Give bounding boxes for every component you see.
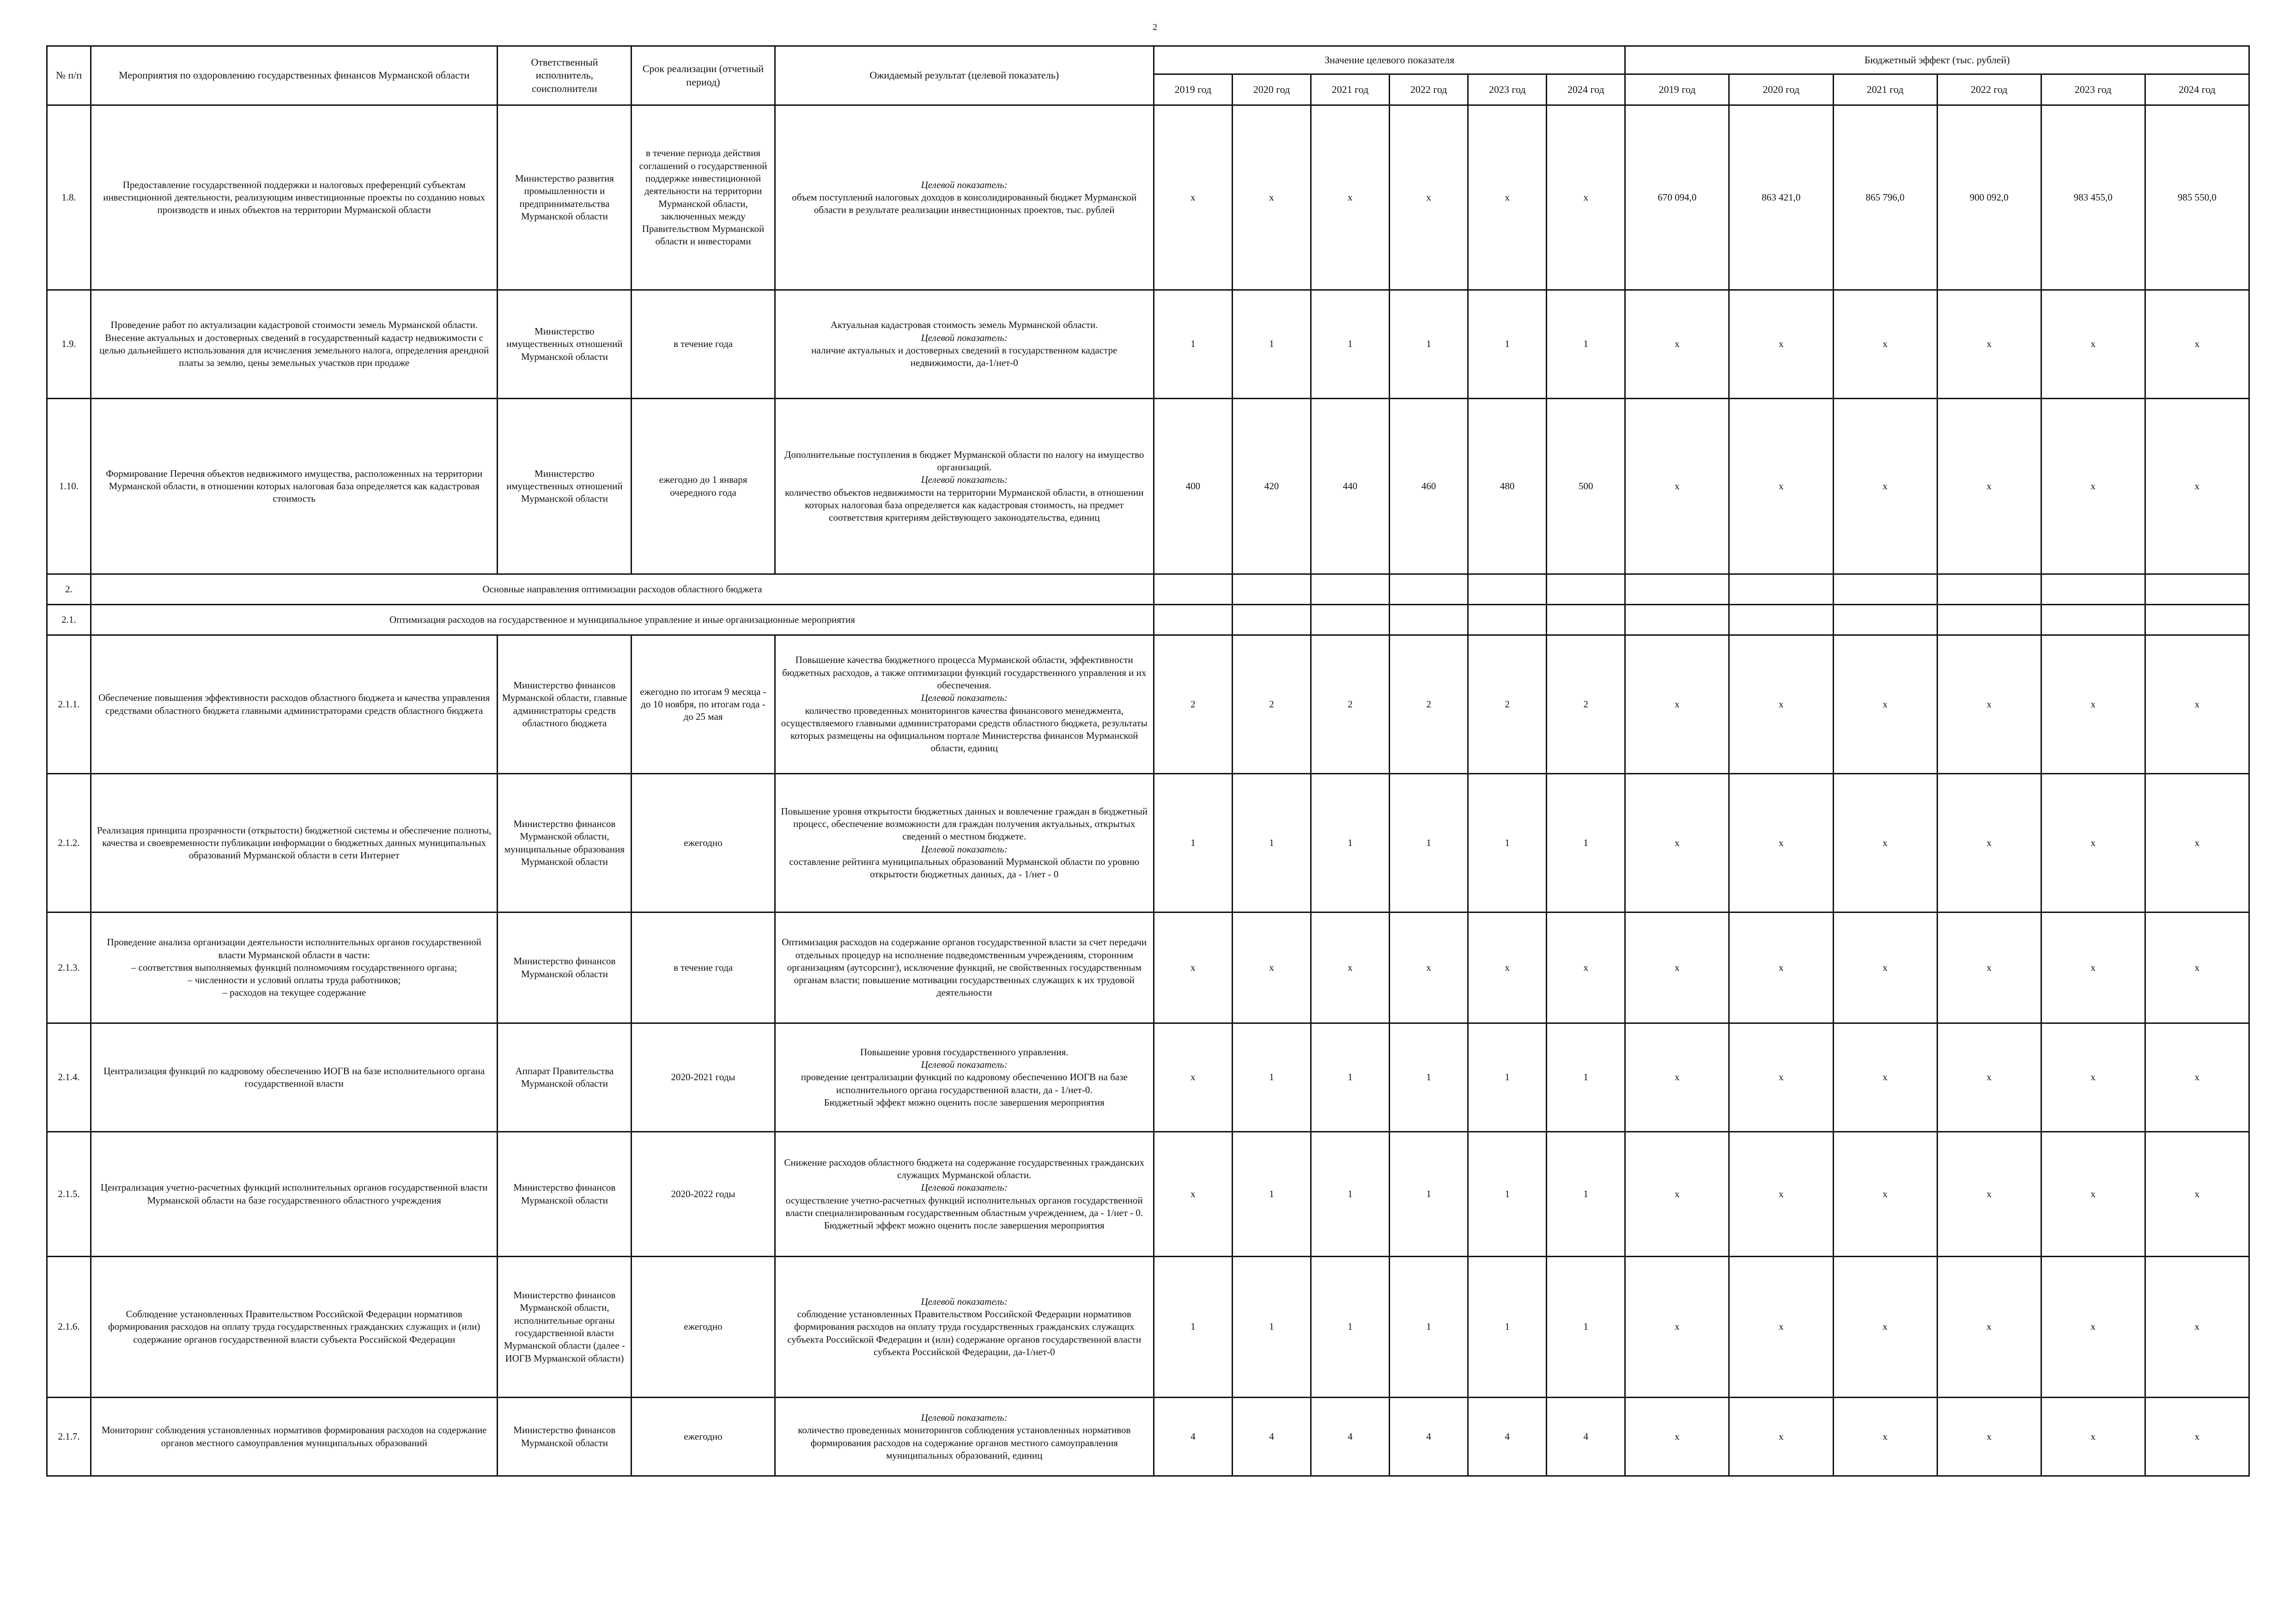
table-row (47, 912, 2249, 1023)
row-responsible: Министерство имущественных отношений Мурманской области (498, 399, 632, 574)
target-value: 4 (1468, 1398, 1547, 1476)
result-text: объем поступлений налоговых доходов в консолидированный бюджет Мурманской области в результате реализации инвестиционных проектов, тыс. рублей (792, 191, 1137, 216)
row-number: 1.8. (47, 105, 91, 290)
budget-value: x (1833, 635, 1937, 774)
header-budget-year: 2024 год (2145, 74, 2249, 105)
budget-value: x (2145, 1132, 2249, 1257)
budget-value: x (2145, 290, 2249, 399)
header-activity: Мероприятия по оздоровлению государственных финансов Мурманской области (91, 46, 498, 105)
result-intro: Актуальная кадастровая стоимость земель Мурманской области. (830, 319, 1098, 331)
result-intro: Дополнительные поступления в бюджет Мурманской области по налогу на имущество организаций. (784, 449, 1144, 473)
budget-value: 900 092,0 (1937, 105, 2041, 290)
budget-value: x (1937, 635, 2041, 774)
target-value: x (1154, 912, 1232, 1023)
target-value: 2 (1468, 635, 1547, 774)
budget-value: x (1729, 912, 1833, 1023)
target-value: 1 (1468, 1132, 1547, 1257)
target-value: x (1154, 1023, 1232, 1132)
header-budget-year: 2020 год (1729, 74, 1833, 105)
row-number: 2.1.2. (47, 774, 91, 912)
budget-value: x (1729, 1398, 1833, 1476)
budget-value: x (1833, 1257, 1937, 1398)
target-value: 1 (1232, 1023, 1311, 1132)
budget-value: x (1833, 399, 1937, 574)
table-row (47, 1023, 2249, 1132)
budget-value: x (2041, 1257, 2145, 1398)
target-value: x (1468, 105, 1547, 290)
budget-value: x (1625, 1132, 1729, 1257)
target-value: 1 (1547, 290, 1625, 399)
budget-value: 670 094,0 (1625, 105, 1729, 290)
result-intro: Повышение уровня открытости бюджетных данных и вовлечение граждан в бюджетный процесс, обеспечение возможности для граждан получения актуальных, открытых сведений о местном бюджете. (781, 805, 1148, 842)
row-responsible: Министерство финансов Мурманской области, исполнительные органы государственной власти Мурманской области (далее - ИОГВ Мурманской области) (498, 1257, 632, 1398)
target-value: 420 (1232, 399, 1311, 574)
target-value: 1 (1390, 1257, 1468, 1398)
row-period: ежегодно (632, 1257, 775, 1398)
result-text: составление рейтинга муниципальных образований Мурманской области по уровню открытости бюджетных данных, да - 1/нет - 0 (789, 856, 1140, 880)
target-value: 1 (1154, 774, 1232, 912)
result-label: Целевой показатель: (921, 843, 1008, 855)
target-value: 1 (1232, 1257, 1311, 1398)
target-value: 500 (1547, 399, 1625, 574)
budget-value: x (1937, 912, 2041, 1023)
row-result (775, 635, 1154, 774)
target-value: 4 (1390, 1398, 1468, 1476)
budget-value: x (1625, 1023, 1729, 1132)
header-target-group: Значение целевого показателя (1154, 46, 1625, 74)
target-value: 1 (1154, 290, 1232, 399)
budget-value: x (1729, 774, 1833, 912)
row-result (775, 290, 1154, 399)
table-row (47, 1132, 2249, 1257)
table-row (47, 399, 2249, 574)
budget-value: x (1625, 635, 1729, 774)
target-value: 1 (1311, 1257, 1390, 1398)
target-value: x (1311, 105, 1390, 290)
table-row (47, 1398, 2249, 1476)
budget-value: x (2041, 774, 2145, 912)
result-text: количество проведенных мониторингов соблюдения установленных нормативов формирования расходов на содержание органов местного самоуправления муниципальных образований, единиц (798, 1424, 1131, 1461)
row-responsible: Министерство финансов Мурманской области, главные администраторы средств областного бюджета (498, 635, 632, 774)
row-responsible: Министерство финансов Мурманской области (498, 1398, 632, 1476)
target-value: 1 (1232, 290, 1311, 399)
row-responsible: Министерство финансов Мурманской области (498, 912, 632, 1023)
row-responsible: Министерство развития промышленности и предпринимательства Мурманской области (498, 105, 632, 290)
result-text: наличие актуальных и достоверных сведений в государственном кадастре недвижимости, да-1/нет-0 (811, 345, 1118, 369)
budget-value: x (2145, 1398, 2249, 1476)
header-num: № п/п (47, 46, 91, 105)
target-value: 2 (1311, 635, 1390, 774)
header-target-year: 2022 год (1390, 74, 1468, 105)
budget-value: x (1625, 1257, 1729, 1398)
row-period: в течение года (632, 912, 775, 1023)
target-value: 1 (1468, 290, 1547, 399)
budget-value: x (1937, 399, 2041, 574)
budget-value: x (1833, 1398, 1937, 1476)
target-value: x (1232, 912, 1311, 1023)
result-intro: Повышение уровня государственного управления. (860, 1046, 1069, 1058)
target-value: 480 (1468, 399, 1547, 574)
result-label: Целевой показатель: (921, 1296, 1008, 1307)
target-value: 460 (1390, 399, 1468, 574)
header-budget-year: 2023 год (2041, 74, 2145, 105)
row-activity: Предоставление государственной поддержки и налоговых преференций субъектам инвестиционной деятельности, реализующим инвестиционные проекты по созданию новых производств и иных объектов на территории Мурманской области (91, 105, 498, 290)
target-value: 1 (1311, 774, 1390, 912)
row-result (775, 399, 1154, 574)
row-result (775, 1132, 1154, 1257)
header-target-year: 2019 год (1154, 74, 1232, 105)
target-value: 400 (1154, 399, 1232, 574)
target-value: x (1468, 912, 1547, 1023)
result-label: Целевой показатель: (921, 1411, 1008, 1423)
result-note: Бюджетный эффект можно оценить после завершения мероприятия (824, 1096, 1105, 1108)
budget-value: x (1833, 774, 1937, 912)
header-target-year: 2024 год (1547, 74, 1625, 105)
budget-value: x (1833, 1023, 1937, 1132)
budget-value: x (2041, 399, 2145, 574)
budget-value: x (1937, 1257, 2041, 1398)
header-target-year: 2020 год (1232, 74, 1311, 105)
budget-value: x (2145, 399, 2249, 574)
target-value: 440 (1311, 399, 1390, 574)
target-value: 1 (1390, 1132, 1468, 1257)
target-value: 4 (1154, 1398, 1232, 1476)
activity-list (95, 961, 493, 999)
budget-value: x (1625, 1398, 1729, 1476)
row-period: 2020-2021 годы (632, 1023, 775, 1132)
row-activity: Централизация учетно-расчетных функций исполнительных органов государственной власти Мурманской области на базе государственного областного учреждения (91, 1132, 498, 1257)
result-intro: Повышение качества бюджетного процесса Мурманской области, эффективности бюджетных расходов, а также оптимизации функций государственного управления и их обеспечения. (782, 654, 1147, 691)
result-label: Целевой показатель: (921, 1059, 1008, 1071)
budget-value: x (2041, 1398, 2145, 1476)
target-value: 1 (1468, 774, 1547, 912)
result-label: Целевой показатель: (921, 692, 1008, 704)
result-label: Целевой показатель: (921, 332, 1008, 343)
header-period: Срок реализации (отчетный период) (632, 46, 775, 105)
target-value: x (1390, 105, 1468, 290)
header-responsible: Ответственный исполнитель, соисполнители (498, 46, 632, 105)
budget-value: x (2145, 1023, 2249, 1132)
budget-value: x (1625, 399, 1729, 574)
header-budget-year: 2019 год (1625, 74, 1729, 105)
budget-value: x (1937, 1398, 2041, 1476)
budget-value: x (1729, 1132, 1833, 1257)
budget-value: x (1937, 1023, 2041, 1132)
budget-value: x (2145, 1257, 2249, 1398)
row-activity: Реализация принципа прозрачности (открытости) бюджетной системы и обеспечение полноты, качества и своевременности публикации информации о бюджетных данных муниципальных образований Мурманской области в сети Интернет (91, 774, 498, 912)
target-value: 4 (1311, 1398, 1390, 1476)
budget-value: x (2145, 774, 2249, 912)
section-number: 2.1. (47, 605, 91, 635)
row-activity: Проведение работ по актуализации кадастровой стоимости земель Мурманской области. Внесение актуальных и достоверных сведений в государственный кадастр недвижимости с целью дальнейшего использования для исчисления земельного налога, определения арендной платы за землю, цены земельных участков при продаже (91, 290, 498, 399)
row-result (775, 1023, 1154, 1132)
budget-value: x (1729, 1257, 1833, 1398)
target-value: x (1154, 1132, 1232, 1257)
target-value: 1 (1390, 774, 1468, 912)
row-activity: Мониторинг соблюдения установленных нормативов формирования расходов на содержание органов местного самоуправления муниципальных образований (91, 1398, 498, 1476)
row-number: 2.1.7. (47, 1398, 91, 1476)
result-text: проведение централизации функций по кадровому обеспечению ИОГВ на базе исполнительного органа государственной власти, да - 1/нет-0. (801, 1071, 1128, 1095)
result-text: соблюдение установленных Правительством Российской Федерации нормативов формирования расходов на оплату труда государственных гражданских служащих субъекта Российской Федерации и (или) содержание органов государственной власти субъекта Российской Федерации, да-1/нет-0 (787, 1308, 1142, 1357)
target-value: x (1547, 912, 1625, 1023)
target-value: 4 (1547, 1398, 1625, 1476)
target-value: 1 (1468, 1023, 1547, 1132)
row-activity (91, 912, 498, 1023)
row-activity: Обеспечение повышения эффективности расходов областного бюджета и качества управления средствами областного бюджета главными администраторами средств областного бюджета (91, 635, 498, 774)
result-label: Целевой показатель: (921, 179, 1008, 190)
result-text: осуществление учетно-расчетных функций исполнительных органов государственной власти специализированным государственным областным учреждением, да - 1/нет - 0. (785, 1194, 1143, 1218)
target-value: 1 (1232, 1132, 1311, 1257)
budget-value: x (2145, 635, 2249, 774)
budget-value: x (1833, 290, 1937, 399)
row-result (775, 1257, 1154, 1398)
target-value: 1 (1311, 1023, 1390, 1132)
target-value: x (1547, 105, 1625, 290)
budget-value: 983 455,0 (2041, 105, 2145, 290)
row-responsible: Аппарат Правительства Мурманской области (498, 1023, 632, 1132)
target-value: 1 (1154, 1257, 1232, 1398)
row-result (775, 774, 1154, 912)
budget-value: x (2041, 1132, 2145, 1257)
row-activity: Централизация функций по кадровому обеспечению ИОГВ на базе исполнительного органа государственной власти (91, 1023, 498, 1132)
target-value: x (1232, 105, 1311, 290)
budget-value: x (1833, 1132, 1937, 1257)
activity-list-item: – расходов на текущее содержание (222, 987, 366, 998)
target-value: 2 (1232, 635, 1311, 774)
budget-value: x (1937, 1132, 2041, 1257)
row-result (775, 105, 1154, 290)
budget-value: 865 796,0 (1833, 105, 1937, 290)
header-target-year: 2021 год (1311, 74, 1390, 105)
header-result: Ожидаемый результат (целевой показатель) (775, 46, 1154, 105)
target-value: 1 (1311, 1132, 1390, 1257)
row-responsible: Министерство финансов Мурманской области, муниципальные образования Мурманской области (498, 774, 632, 912)
target-value: 2 (1547, 635, 1625, 774)
row-result (775, 912, 1154, 1023)
target-value: 1 (1390, 290, 1468, 399)
target-value: 4 (1232, 1398, 1311, 1476)
budget-value: 863 421,0 (1729, 105, 1833, 290)
budget-value: x (2041, 1023, 2145, 1132)
row-number: 2.1.3. (47, 912, 91, 1023)
page-number: 2 (1153, 22, 1157, 32)
section-number: 2. (47, 574, 91, 605)
target-value: 2 (1390, 635, 1468, 774)
row-number: 1.9. (47, 290, 91, 399)
row-period: ежегодно (632, 774, 775, 912)
row-activity: Соблюдение установленных Правительством Российской Федерации нормативов формирования расходов на оплату труда государственных гражданских служащих и (или) содержание органов государственной власти субъекта Российской Федерации (91, 1257, 498, 1398)
row-result (775, 1398, 1154, 1476)
budget-value: x (1937, 290, 2041, 399)
row-activity: Формирование Перечня объектов недвижимого имущества, расположенных на территории Мурманской области, в отношении которых налоговая база определяется как кадастровая стоимость (91, 399, 498, 574)
table-row (47, 105, 2249, 290)
budget-value: x (1729, 1023, 1833, 1132)
table-row (47, 1257, 2249, 1398)
result-text: количество объектов недвижимости на территории Мурманской области, в отношении которых налоговая база определяется как кадастровая стоимость, на предмет соответствия критериям действующего законодательства, единиц (785, 487, 1144, 523)
target-value: 1 (1547, 1023, 1625, 1132)
row-number: 2.1.1. (47, 635, 91, 774)
budget-value: x (1729, 635, 1833, 774)
section-row (47, 574, 2249, 605)
target-value: 2 (1154, 635, 1232, 774)
section-title: Оптимизация расходов на государственное и муниципальное управление и иные организационные мероприятия (91, 605, 1154, 635)
result-label: Целевой показатель: (921, 474, 1008, 486)
target-value: x (1390, 912, 1468, 1023)
row-period: ежегодно по итогам 9 месяца - до 10 ноября, по итогам года - до 25 мая (632, 635, 775, 774)
header-budget-group: Бюджетный эффект (тыс. рублей) (1625, 46, 2249, 74)
target-value: 1 (1232, 774, 1311, 912)
row-period: в течение периода действия соглашений о государственной поддержке инвестиционной деятельности на территории Мурманской области, заключенных между Правительством Мурманской области и инвесторами (632, 105, 775, 290)
budget-value: x (1729, 290, 1833, 399)
header-budget-year: 2021 год (1833, 74, 1937, 105)
row-number: 2.1.5. (47, 1132, 91, 1257)
budget-value: 985 550,0 (2145, 105, 2249, 290)
header-row (47, 46, 2249, 74)
section-title: Основные направления оптимизации расходов областного бюджета (91, 574, 1154, 605)
target-value: 1 (1547, 1132, 1625, 1257)
budget-value: x (1937, 774, 2041, 912)
budget-value: x (2145, 912, 2249, 1023)
row-period: в течение года (632, 290, 775, 399)
section-row (47, 605, 2249, 635)
row-number: 1.10. (47, 399, 91, 574)
target-value: 1 (1468, 1257, 1547, 1398)
budget-value: x (2041, 912, 2145, 1023)
activity-list-item: – численности и условий оплаты труда работников; (187, 974, 401, 986)
budget-value: x (1729, 399, 1833, 574)
row-number: 2.1.6. (47, 1257, 91, 1398)
budget-value: x (1625, 290, 1729, 399)
table-row (47, 635, 2249, 774)
activity-list-item: – соответствия выполняемых функций полномочиям государственного органа; (131, 961, 457, 973)
result-text: количество проведенных мониторингов качества финансового менеджмента, осуществляемого главными администраторами средств областного бюджета, результаты которых размещены на официальном портале Министерства финансов Мурманской области, единиц (781, 705, 1148, 754)
row-number: 2.1.4. (47, 1023, 91, 1132)
table-row (47, 290, 2249, 399)
target-value: x (1154, 105, 1232, 290)
row-period: ежегодно (632, 1398, 775, 1476)
target-value: 1 (1547, 774, 1625, 912)
measures-table (46, 45, 2250, 1477)
target-value: 1 (1390, 1023, 1468, 1132)
table-row (47, 774, 2249, 912)
result-text: Оптимизация расходов на содержание органов государственной власти за счет передачи отдельных процедур на исполнение подведомственным учреждениям, сторонним организациям (аутсорсинг), исключение функций, не свойственных государственным органам власти; повышение мотивации государственных служащих к их трудовой деятельности (782, 937, 1147, 998)
result-intro: Снижение расходов областного бюджета на содержание государственных гражданских служащих Мурманской области. (784, 1156, 1145, 1180)
budget-value: x (2041, 290, 2145, 399)
budget-value: x (2041, 635, 2145, 774)
target-value: x (1311, 912, 1390, 1023)
row-responsible: Министерство финансов Мурманской области (498, 1132, 632, 1257)
row-period: 2020-2022 годы (632, 1132, 775, 1257)
header-target-year: 2023 год (1468, 74, 1547, 105)
result-note: Бюджетный эффект можно оценить после завершения мероприятия (824, 1220, 1105, 1231)
row-responsible: Министерство имущественных отношений Мурманской области (498, 290, 632, 399)
activity-intro: Проведение анализа организации деятельности исполнительных органов государственной власти Мурманской области в части: (107, 937, 481, 961)
target-value: 1 (1547, 1257, 1625, 1398)
budget-value: x (1833, 912, 1937, 1023)
budget-value: x (1625, 912, 1729, 1023)
row-period: ежегодно до 1 января очередного года (632, 399, 775, 574)
result-label: Целевой показатель: (921, 1182, 1008, 1193)
target-value: 1 (1311, 290, 1390, 399)
budget-value: x (1625, 774, 1729, 912)
header-budget-year: 2022 год (1937, 74, 2041, 105)
